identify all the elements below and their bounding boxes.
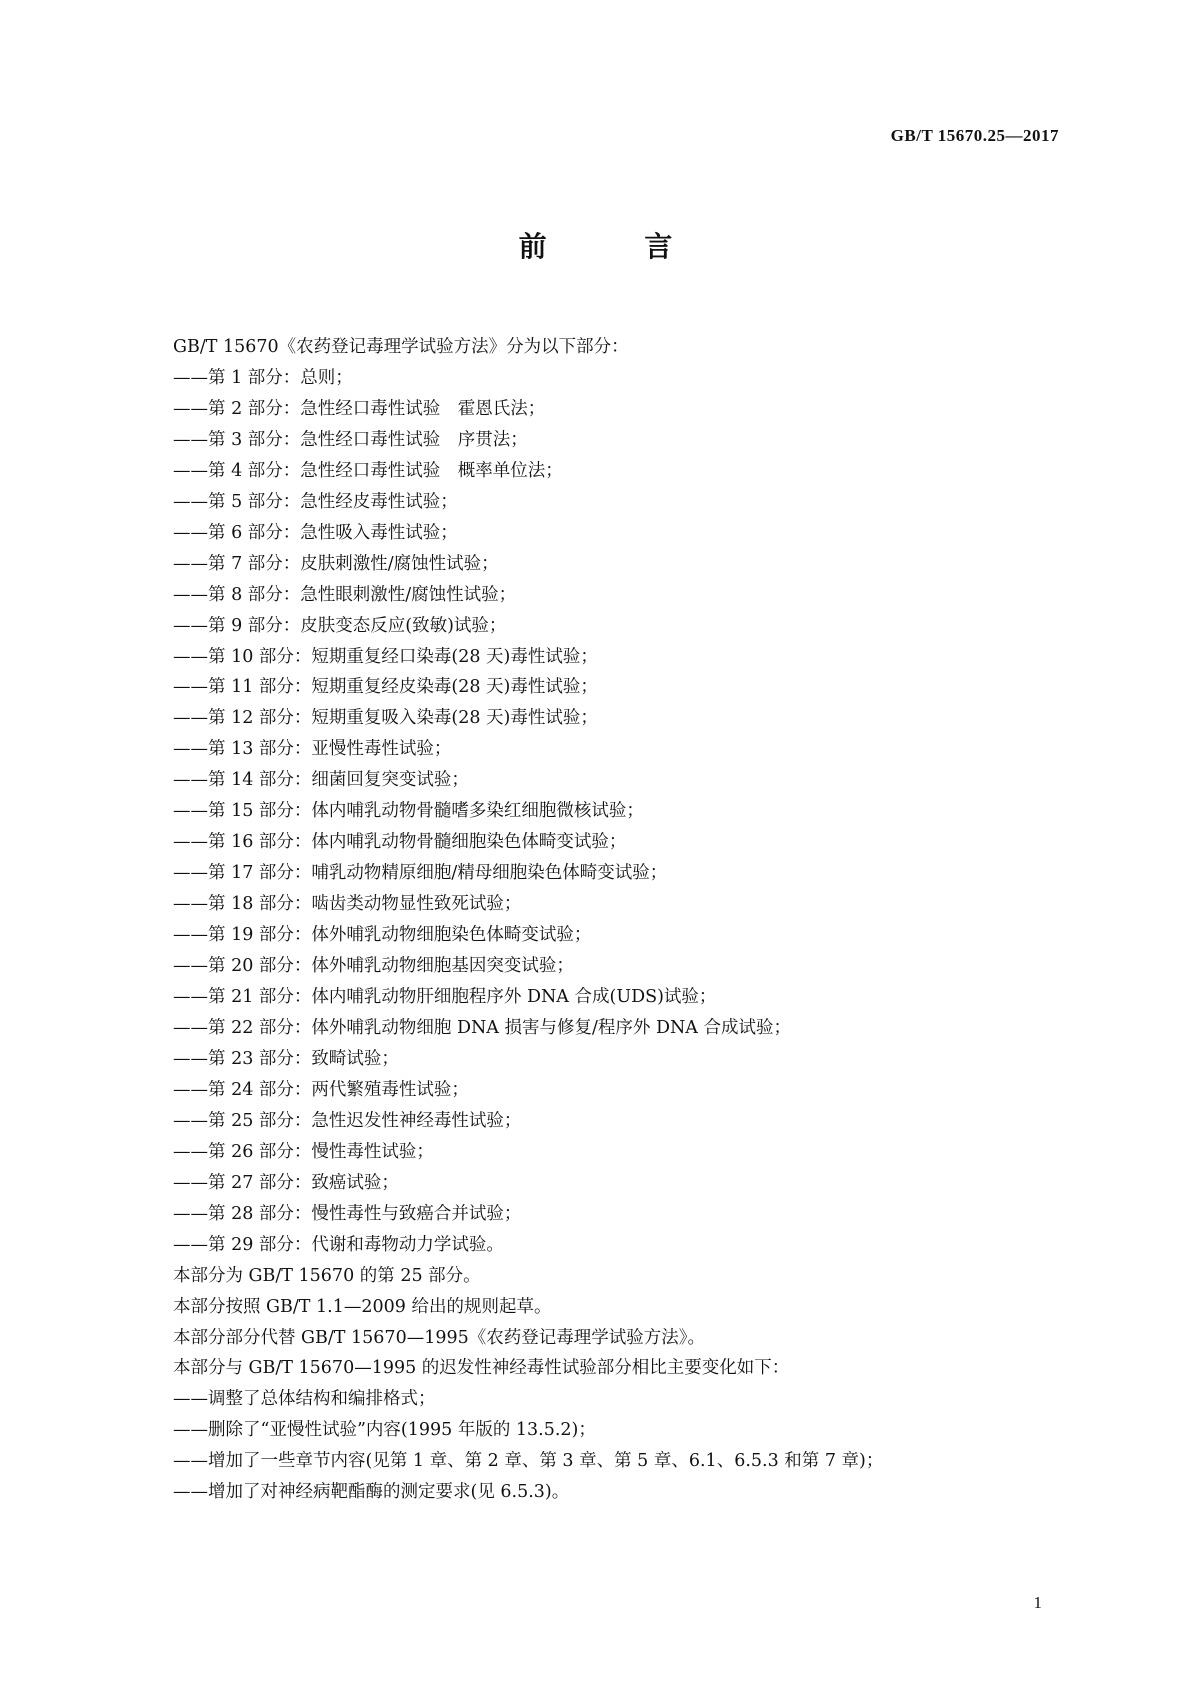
statement-paragraph: 本部分与 GB/T 15670—1995 的迟发性神经毒性试验部分相比主要变化如下： bbox=[173, 1358, 790, 1379]
part-list-item: ——第 17 部分：哺乳动物精原细胞/精母细胞染色体畸变试验； bbox=[173, 863, 668, 884]
part-list-item: ——第 26 部分：慢性毒性试验； bbox=[173, 1141, 434, 1162]
part-list-item: ——第 28 部分：慢性毒性与致癌合并试验； bbox=[173, 1203, 522, 1224]
part-list-item: ——第 5 部分：急性经皮毒性试验； bbox=[173, 491, 458, 512]
part-list-item: ——第 25 部分：急性迟发性神经毒性试验； bbox=[173, 1110, 522, 1131]
part-list-item: ——第 2 部分：急性经口毒性试验 霍恩氏法； bbox=[173, 398, 546, 419]
part-list-item: ——第 24 部分：两代繁殖毒性试验； bbox=[173, 1079, 469, 1100]
part-list-item: ——第 29 部分：代谢和毒物动力学试验。 bbox=[173, 1234, 504, 1255]
changes-list bbox=[173, 1384, 1073, 1508]
change-list-item: ——调整了总体结构和编排格式； bbox=[173, 1389, 436, 1410]
part-list-item: ——第 8 部分：急性眼刺激性/腐蚀性试验； bbox=[173, 584, 517, 605]
part-list-item: ——第 15 部分：体内哺乳动物骨髓嗜多染红细胞微核试验； bbox=[173, 801, 644, 822]
part-list-item: ——第 1 部分：总则； bbox=[173, 367, 353, 388]
part-list-item: ——第 19 部分：体外哺乳动物细胞染色体畸变试验； bbox=[173, 925, 592, 946]
part-list-item: ——第 3 部分：急性经口毒性试验 序贯法； bbox=[173, 429, 528, 450]
part-list-item: ——第 10 部分：短期重复经口染毒(28 天)毒性试验； bbox=[173, 646, 598, 667]
change-list-item: ——增加了一些章节内容(见第 1 章、第 2 章、第 3 章、第 5 章、6.1、6.5.3 和第 7 章)； bbox=[173, 1451, 884, 1472]
intro-paragraph: GB/T 15670《农药登记毒理学试验方法》分为以下部分： bbox=[173, 337, 629, 357]
part-list-item: ——第 11 部分：短期重复经皮染毒(28 天)毒性试验； bbox=[173, 677, 598, 698]
part-list-item: ——第 20 部分：体外哺乳动物细胞基因突变试验； bbox=[173, 956, 574, 977]
statements-list bbox=[173, 1261, 1073, 1385]
part-list-item: ——第 27 部分：致癌试验； bbox=[173, 1172, 399, 1193]
page-title: 前 言 bbox=[518, 230, 717, 263]
part-list-item: ——第 22 部分：体外哺乳动物细胞 DNA 损害与修复/程序外 DNA 合成试验； bbox=[173, 1017, 792, 1038]
statement-paragraph: 本部分按照 GB/T 1.1—2009 给出的规则起草。 bbox=[173, 1296, 552, 1317]
part-list-item: ——第 23 部分：致畸试验； bbox=[173, 1048, 399, 1069]
part-list-item: ——第 14 部分：细菌回复突变试验； bbox=[173, 770, 469, 791]
part-list-item: ——第 4 部分：急性经口毒性试验 概率单位法； bbox=[173, 460, 563, 481]
part-list-item: ——第 21 部分：体内哺乳动物肝细胞程序外 DNA 合成(UDS)试验； bbox=[173, 987, 717, 1008]
change-list-item: ——删除了“亚慢性试验”内容(1995 年版的 13.5.2)； bbox=[173, 1420, 596, 1441]
statement-paragraph: 本部分部分代替 GB/T 15670—1995《农药登记毒理学试验方法》。 bbox=[173, 1327, 705, 1348]
page-number: 1 bbox=[1033, 1593, 1042, 1612]
statement-paragraph: 本部分为 GB/T 15670 的第 25 部分。 bbox=[173, 1265, 481, 1286]
part-list-item: ——第 12 部分：短期重复吸入染毒(28 天)毒性试验； bbox=[173, 708, 598, 729]
standard-code: GB/T 15670.25—2017 bbox=[890, 126, 1059, 145]
parts-list bbox=[173, 363, 1073, 1261]
change-list-item: ——增加了对神经病靶酯酶的测定要求(见 6.5.3)。 bbox=[173, 1482, 570, 1503]
part-list-item: ——第 18 部分：啮齿类动物显性致死试验； bbox=[173, 894, 522, 915]
part-list-item: ——第 13 部分：亚慢性毒性试验； bbox=[173, 739, 452, 760]
part-list-item: ——第 7 部分：皮肤刺激性/腐蚀性试验； bbox=[173, 553, 499, 574]
part-list-item: ——第 6 部分：急性吸入毒性试验； bbox=[173, 522, 458, 543]
part-list-item: ——第 16 部分：体内哺乳动物骨髓细胞染色体畸变试验； bbox=[173, 832, 627, 853]
document-body bbox=[173, 332, 1073, 1508]
part-list-item: ——第 9 部分：皮肤变态反应(致敏)试验； bbox=[173, 615, 507, 636]
